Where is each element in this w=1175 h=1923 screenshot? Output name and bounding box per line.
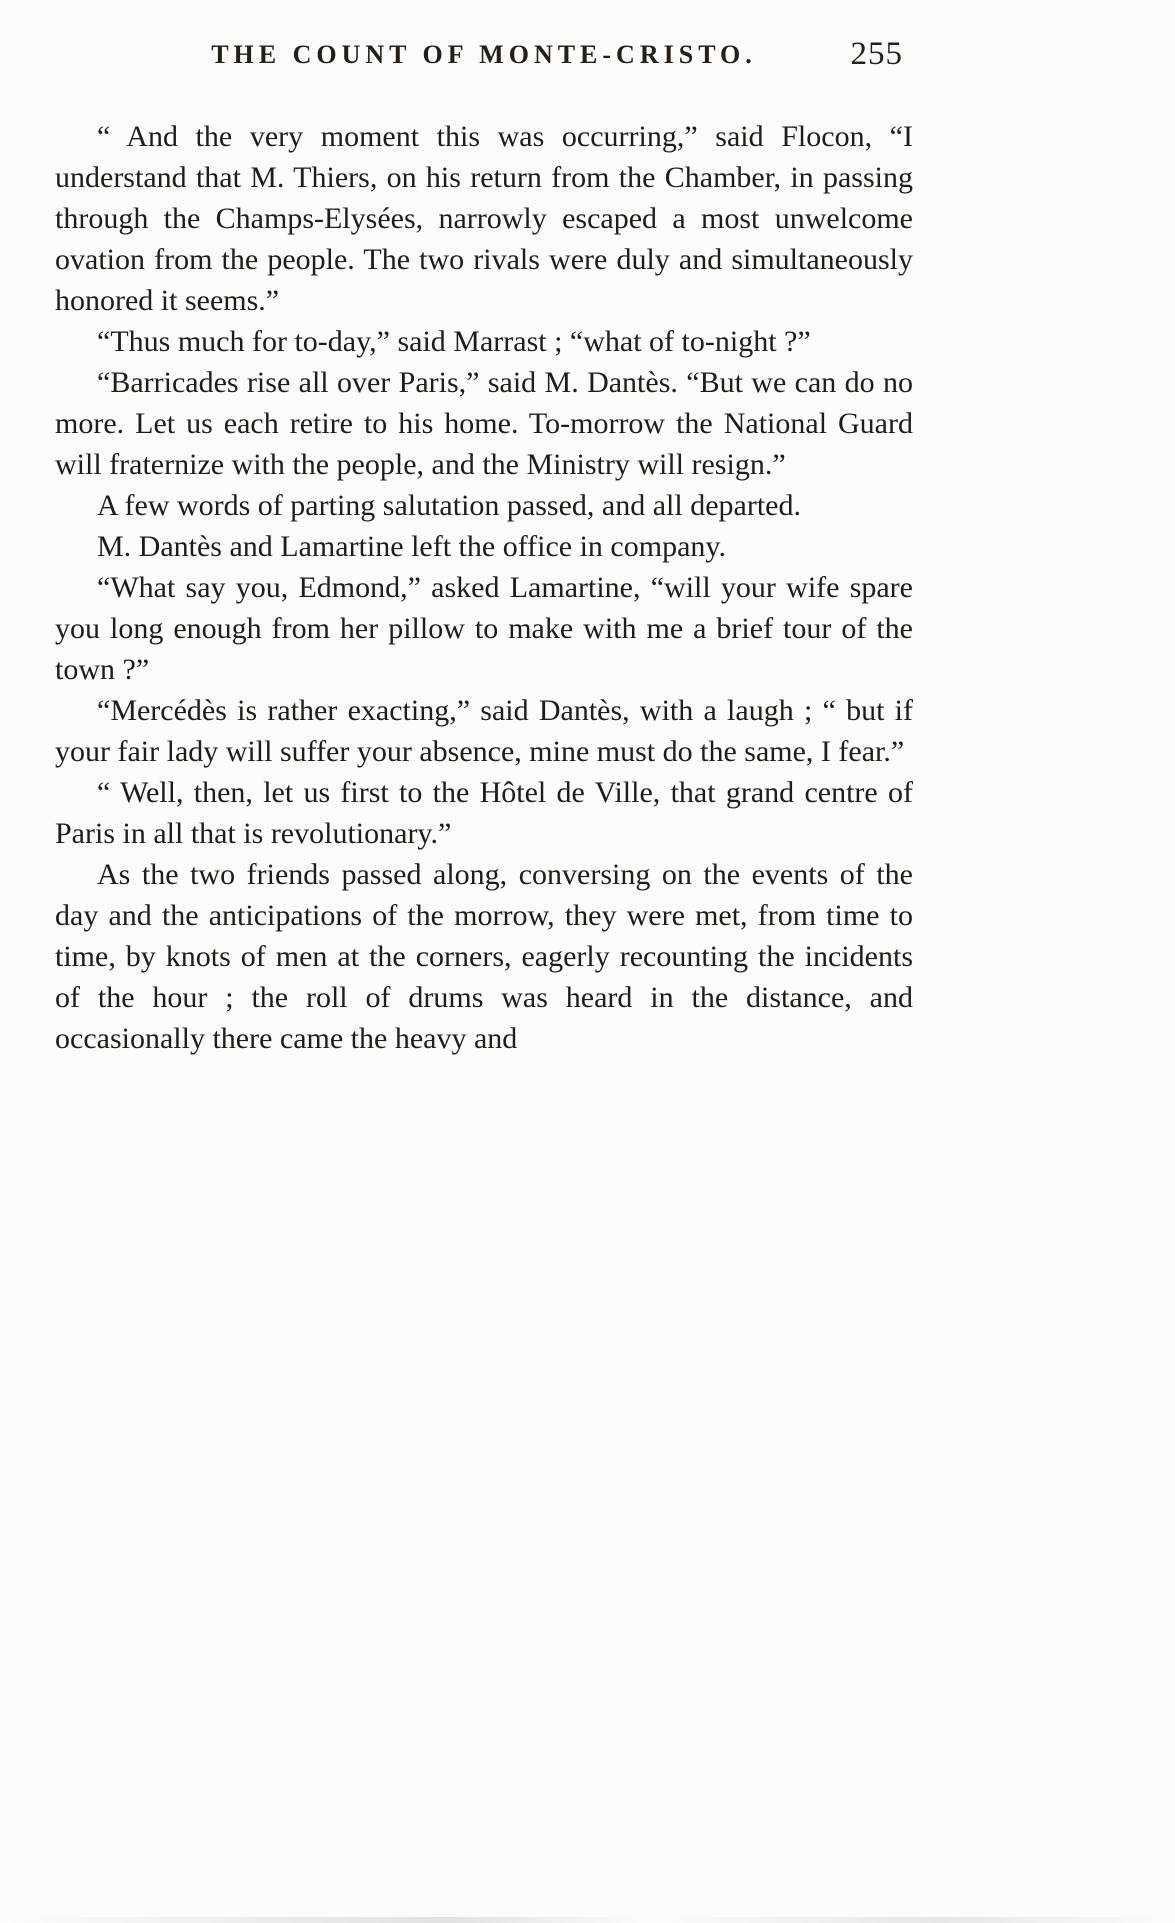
paragraph: As the two friends passed along, conversing on the events of the day and the anticipations of the morrow, they were met, from time to time, by knots of men at the corners, eagerly recounting the incidents of the hour ; the roll of drums was heard in the distance, and occasionally there came the heavy and [55,858,913,1055]
scan-artifact [0,1917,1175,1923]
paragraph: M. Dantès and Lamartine left the office in company. [97,530,726,563]
paragraph: A few words of parting salutation passed, and all departed. [97,489,801,522]
page-number: 255 [850,36,903,72]
running-title: THE COUNT OF MONTE-CRISTO. [211,40,757,69]
page-header [55,36,913,80]
paragraph: “ Well, then, let us first to the Hôtel de Ville, that grand centre of Paris in all that is revolutionary.” [55,776,913,850]
paragraph: “Thus much for to-day,” said Marrast ; “what of to-night ?” [97,325,811,358]
paragraph: “Mercédès is rather exacting,” said Dantès, with a laugh ; “ but if your fair lady will suffer your absence, mine must do the same, I fear.” [55,694,913,768]
paragraph: “Barricades rise all over Paris,” said M. Dantès. “But we can do no more. Let us each retire to his home. To-morrow the National Guard will fraternize with the people, and the Ministry will resign.” [55,366,913,481]
paragraph: “What say you, Edmond,” asked Lamartine, “will your wife spare you long enough from her pillow to make with me a brief tour of the town ?” [55,571,913,686]
paragraph: “ And the very moment this was occurring,” said Flocon, “I understand that M. Thiers, on his return from the Chamber, in passing through the Champs-Elysées, narrowly escaped a most unwelcome ovation from the people. The two rivals were duly and simultaneously honored it seems.” [55,120,913,317]
page-body [55,116,913,1059]
